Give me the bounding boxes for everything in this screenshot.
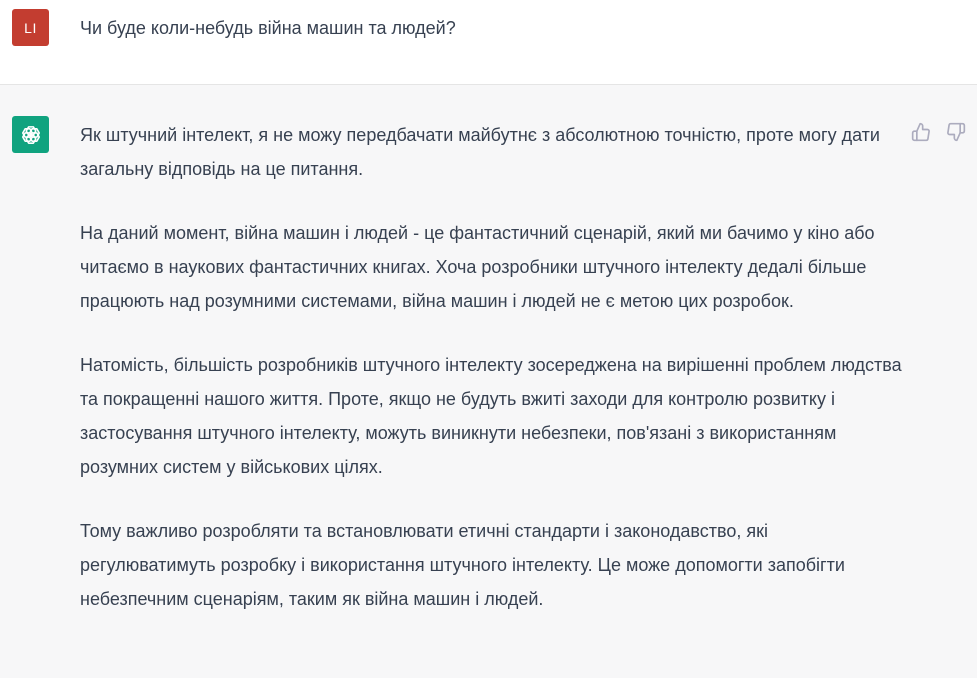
assistant-avatar [12,116,49,153]
user-message-text: Чи буде коли-небудь війна машин та людей? [80,18,456,38]
user-message-row [0,0,977,85]
feedback-buttons [908,119,968,144]
assistant-paragraph: На даний момент, війна машин і людей - це фантастичний сценарій, який ми бачимо у кіно або читаємо в наукових фантастичних книгах. Хоча розробники штучного інтелекту дедалі більше працюють над розумними системами, війна машин і людей не є метою цих розробок. [80,223,875,311]
user-avatar [12,9,49,46]
assistant-paragraph: Тому важливо розробляти та встановлювати етичні стандарти і законодавство, які регулюватимуть розробку і використання штучного інтелекту. Це може допомогти запобігти небезпечним сценаріям, таким як війна машин і людей. [80,521,845,609]
thumbs-up-icon [911,122,931,142]
assistant-message-text [80,118,905,646]
thumbs-down-icon [946,122,966,142]
thumbs-up-button[interactable] [908,119,933,144]
user-avatar-initials: LI [24,19,37,36]
assistant-message-row [0,86,977,678]
assistant-paragraph: Як штучний інтелект, я не можу передбачати майбутнє з абсолютною точністю, проте могу дати загальну відповідь на це питання. [80,125,880,179]
assistant-paragraph: Натомість, більшість розробників штучного інтелекту зосереджена на вирішенні проблем людства та покращенні нашого життя. Проте, якщо не будуть вжиті заходи для контролю розвитку і застосування штучного інтелекту, можуть виникнути небезпеки, пов'язані з використанням розумних систем у військових цілях. [80,355,902,477]
openai-logo-icon [18,122,44,148]
thumbs-down-button[interactable] [943,119,968,144]
